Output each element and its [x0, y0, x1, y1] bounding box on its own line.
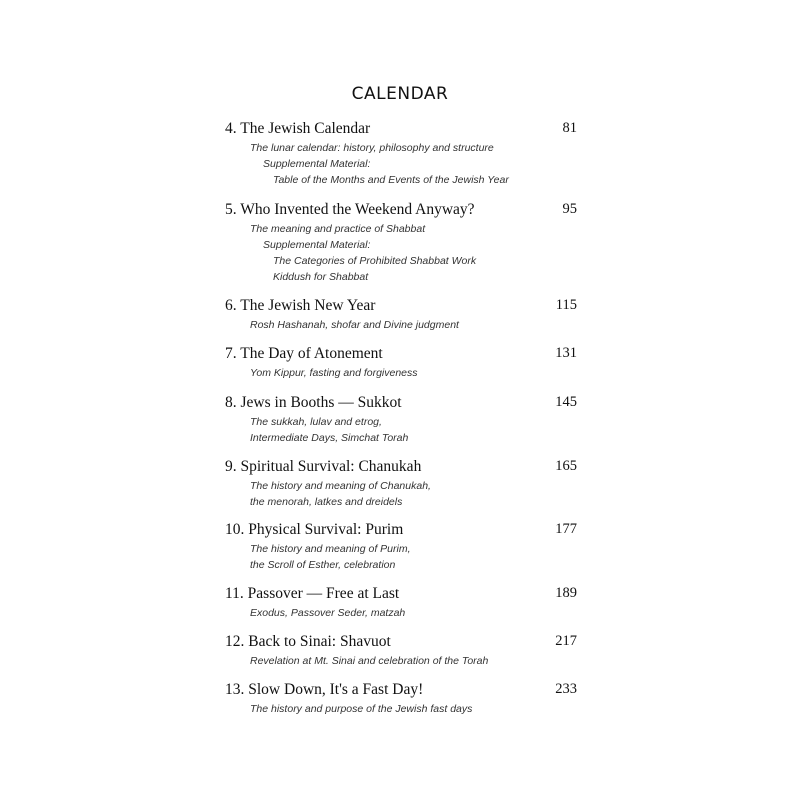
page-number: 115 — [555, 297, 577, 313]
page-number: 189 — [555, 585, 577, 601]
supplemental-item: Kiddush for Shabbat — [273, 271, 369, 283]
chapter-title: 5. Who Invented the Weekend Anyway? — [225, 201, 475, 218]
toc-entry — [225, 120, 577, 188]
chapter-title: 8. Jews in Booths — Sukkot — [225, 394, 402, 411]
supplemental-label: Supplemental Material: — [263, 239, 371, 251]
chapter-description: the Scroll of Esther, celebration — [250, 559, 396, 571]
chapter-title: 9. Spiritual Survival: Chanukah — [225, 458, 422, 475]
chapter-title: 6. The Jewish New Year — [225, 297, 376, 314]
chapter-description: Intermediate Days, Simchat Torah — [250, 432, 409, 444]
supplemental-item: Table of the Months and Events of the Jewish Year — [273, 174, 509, 186]
chapter-description: The history and purpose of the Jewish fast days — [250, 703, 473, 715]
chapter-title: 4. The Jewish Calendar — [225, 120, 371, 137]
chapter-description: The history and meaning of Chanukah, — [250, 480, 431, 492]
chapter-description: Revelation at Mt. Sinai and celebration of the Torah — [250, 655, 489, 667]
chapter-description: Exodus, Passover Seder, matzah — [250, 607, 406, 619]
chapter-title: 10. Physical Survival: Purim — [225, 521, 404, 538]
toc-entry — [225, 394, 577, 446]
chapter-description: The meaning and practice of Shabbat — [250, 223, 426, 235]
chapter-title: 13. Slow Down, It's a Fast Day! — [225, 681, 424, 698]
page-number: 217 — [555, 633, 577, 649]
chapter-description: Yom Kippur, fasting and forgiveness — [250, 367, 418, 379]
chapter-description: The lunar calendar: history, philosophy and structure — [250, 142, 494, 154]
page-number: 165 — [555, 458, 577, 474]
page-number: 177 — [555, 521, 577, 537]
chapter-description: Rosh Hashanah, shofar and Divine judgment — [250, 319, 459, 331]
chapter-title: 12. Back to Sinai: Shavuot — [225, 633, 391, 650]
toc-entry — [225, 585, 577, 621]
page-number: 95 — [562, 201, 577, 217]
section-heading: CALENDAR — [351, 84, 449, 104]
chapter-description: The sukkah, lulav and etrog, — [250, 416, 382, 428]
toc-entry — [225, 521, 577, 573]
chapter-description: the menorah, latkes and dreidels — [250, 496, 403, 508]
page-number: 131 — [555, 345, 577, 361]
page-number: 233 — [555, 681, 577, 697]
toc-entry — [225, 458, 577, 510]
page-number: 145 — [555, 394, 577, 410]
toc-entry — [225, 681, 577, 717]
supplemental-item: The Categories of Prohibited Shabbat Work — [273, 255, 477, 267]
toc-entry — [225, 297, 577, 333]
page-number: 81 — [562, 120, 577, 136]
supplemental-label: Supplemental Material: — [263, 158, 371, 170]
toc-entry — [225, 345, 577, 381]
toc-entry — [225, 633, 577, 669]
chapter-description: The history and meaning of Purim, — [250, 543, 411, 555]
chapter-title: 11. Passover — Free at Last — [225, 585, 400, 602]
chapter-title: 7. The Day of Atonement — [225, 345, 383, 362]
toc-entry — [225, 201, 577, 285]
